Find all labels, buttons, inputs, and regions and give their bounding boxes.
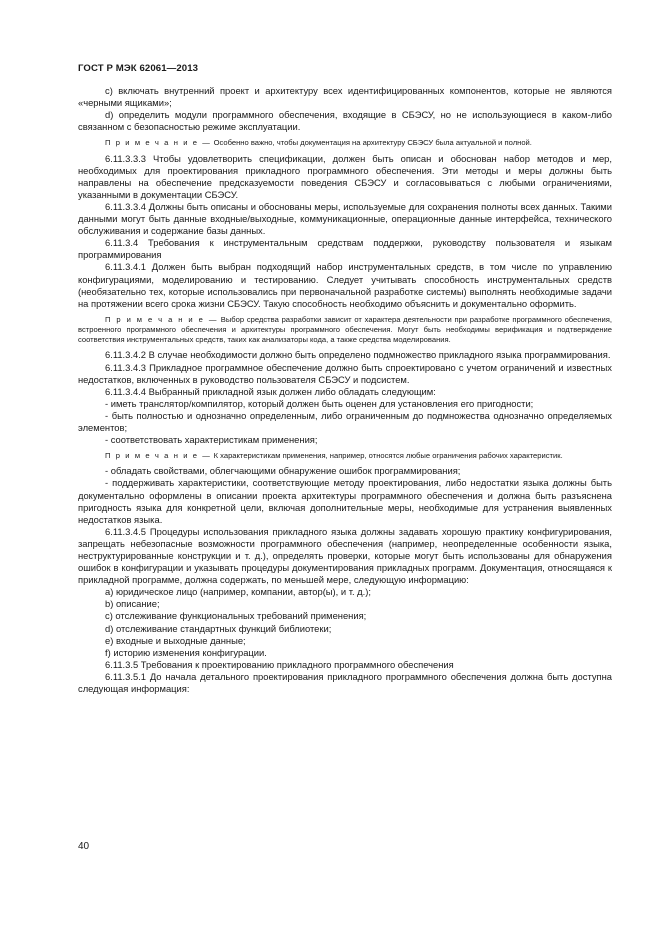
paragraph: 6.11.3.4.1 Должен быть выбран подходящий набор инструментальных средств, в том числе по управлению конфигурациями, моделированию и тестированию. Следует учитывать способность инструментальных средств (необязательно тех, которые использовались при первоначальной разработке системы) выполнять необходимые задачи на протяжении всего срока жизни СБЭСУ. Такую способность необходимо объяснить и документально оформить.: [78, 261, 612, 309]
document-body: [78, 85, 612, 695]
list-item: d) отслеживание стандартных функций библиотеки;: [105, 622, 332, 634]
paragraph: 6.11.3.3.4 Должны быть описаны и обоснованы меры, используемые для сохранения полноты всех данных. Такими данными могут быть данные входные/выходные, коммуникационные, операционные данные интерфейса, технического обслуживания и содержание базы данных.: [78, 200, 612, 237]
list-item: - быть полностью и однозначно определенным, либо ограниченным до подмножества однозначно определяемых элементов;: [78, 409, 612, 433]
list-item: e) входные и выходные данные;: [105, 634, 246, 646]
list-item: c) отслеживание функциональных требований применения;: [105, 610, 367, 622]
list-item: - иметь транслятор/компилятор, который должен быть оценен для установления его пригодности;: [105, 397, 534, 409]
list-item: b) описание;: [105, 598, 160, 610]
paragraph: 6.11.3.4.4 Выбранный прикладной язык должен либо обладать следующим:: [105, 385, 436, 397]
note: [78, 451, 612, 461]
note-label: П р и м е ч а н и е —: [105, 451, 212, 461]
note-text: Особенно важно, чтобы документация на архитектуру СБЭСУ была актуальной и полной.: [211, 138, 532, 148]
paragraph: 6.11.3.4.3 Прикладное программное обеспечение должно быть спроектировано с учетом ограничений и известных недостатков, включенных в руководство пользователя СБЭСУ и подсистем.: [78, 361, 612, 385]
paragraph: 6.11.3.3.3 Чтобы удовлетворить спецификации, должен быть описан и обоснован набор методов и мер, необходимых для проектирования прикладного программного обеспечения. Эти методы и меры должны быть направлены на обеспечение предсказуемости поведения СБЭСУ и согласовываться с любыми ограничениями, указанными в документации СБЭСУ.: [78, 152, 612, 200]
list-item: a) юридическое лицо (например, компании, автор(ы), и т. д.);: [105, 586, 371, 598]
note-text: Выбор средства разработки зависит от характера деятельности при разработке программного обеспечения, встроенного программного обеспечения и архитектуры программного обеспечения. Могут быть необходимы верификация и подтверждение соответствия инструментальных средств, таких как анализаторы кода, а также средства моделирования.: [78, 314, 612, 345]
page-number: 40: [78, 841, 90, 852]
note-text: К характеристикам применения, например, относятся любые ограничения рабочих характеристик.: [211, 451, 563, 461]
list-item: - обладать свойствами, облегчающими обнаружение ошибок программирования;: [105, 465, 461, 477]
section-heading: 6.11.3.4 Требования к инструментальным средствам поддержки, руководству пользователя и языкам программирования: [78, 237, 612, 261]
paragraph: c) включать внутренний проект и архитектуру всех идентифицированных компонентов, которые не являются «черными ящиками»;: [78, 85, 612, 109]
paragraph: 6.11.3.4.2 В случае необходимости должно быть определено подмножество прикладного языка программирования.: [105, 349, 611, 361]
note: [78, 315, 612, 346]
note-label: П р и м е ч а н и е —: [105, 138, 212, 148]
paragraph: 6.11.3.4.5 Процедуры использования прикладного языка должны задавать хорошую практику конфигурирования, запрещать небезопасные возможности программного обеспечения (например, неопределенные особенности языка, неструктурированные конструкции и т. д.), определять проверки, которые могут быть использованы для обнаружения ошибок в конфигурации и указывать процедуры документирования прикладных программ. Документация, относящаяся к прикладной программе, должна содержать, по меньшей мере, следующую информацию:: [78, 525, 612, 586]
note-label: П р и м е ч а н и е —: [105, 314, 219, 324]
section-heading: 6.11.3.5 Требования к проектированию прикладного программного обеспечения: [105, 658, 454, 670]
list-item: - поддерживать характеристики, соответствующие методу проектирования, либо недостатки языка должны быть документально оформлены в описании проекта архитектуры программного обеспечения и должна быть разъяснена пригодность языка для конкретной цели, включая дополнительные меры, необходимые для устранения выявленных недостатков языка.: [78, 477, 612, 525]
standard-header: ГОСТ Р МЭК 62061—2013: [78, 63, 199, 74]
paragraph: d) определить модули программного обеспечения, входящие в СБЭСУ, но не использующиеся в каком-либо связанном с безопасностью режиме эксплуатации.: [78, 109, 612, 133]
list-item: - соответствовать характеристикам применения;: [105, 434, 318, 446]
list-item: f) историю изменения конфигурации.: [105, 646, 267, 658]
note: [78, 138, 612, 148]
paragraph: 6.11.3.5.1 До начала детального проектирования прикладного программного обеспечения должна быть доступна следующая информация:: [78, 670, 612, 695]
